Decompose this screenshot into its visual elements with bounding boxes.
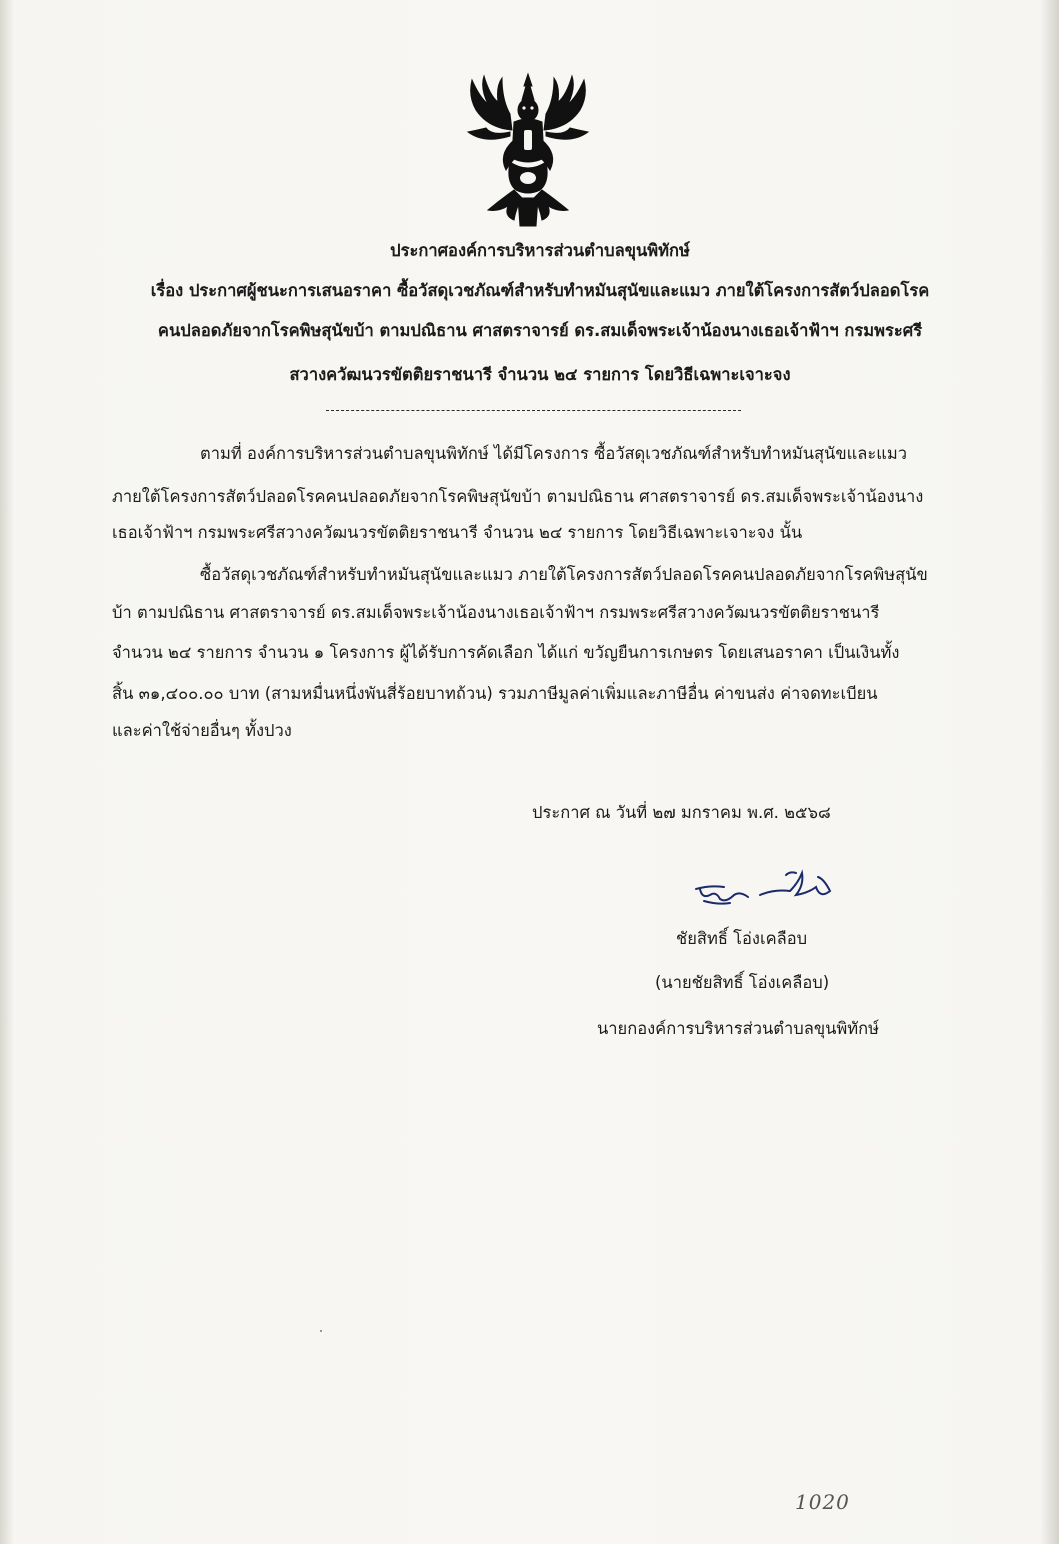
handwritten-signature — [690, 865, 840, 915]
dashed-divider — [326, 410, 741, 411]
signer-name: ชัยสิทธิ์ โอ่งเคลือบ — [676, 929, 808, 948]
signer-position: นายกองค์การบริหารส่วนตำบลขุนพิทักษ์ — [597, 1019, 880, 1038]
handwritten-page-number: 1020 — [795, 1490, 850, 1514]
signer-full-name: (นายชัยสิทธิ์ โอ่งเคลือบ) — [655, 973, 830, 992]
subject-line-3: สวางควัฒนวรขัตติยราชนารี จำนวน ๒๔ รายการ โดยวิธีเฉพาะเจาะจง — [289, 365, 791, 384]
announcement-title: ประกาศองค์การบริหารส่วนตำบลขุนพิทักษ์ — [390, 241, 690, 260]
subject-line-1: เรื่อง ประกาศผู้ชนะการเสนอราคา ซื้อวัสดุเวชภัณฑ์สำหรับทำหมันสุนัขและแมว ภายใต้โครงการสัตว์ปลอดโรค — [150, 281, 930, 300]
subject-line-2: คนปลอดภัยจากโรคพิษสุนัขบ้า ตามปณิธาน ศาสตราจารย์ ดร.สมเด็จพระเจ้าน้องนางเธอเจ้าฟ้าฯ กรมพระศรี — [157, 321, 923, 340]
paragraph-2-line-2: บ้า ตามปณิธาน ศาสตราจารย์ ดร.สมเด็จพระเจ้าน้องนางเธอเจ้าฟ้าฯ กรมพระศรีสวางควัฒนวรขัตติยราชนารี — [112, 603, 880, 622]
announcement-date: ประกาศ ณ วันที่ ๒๗ มกราคม พ.ศ. ๒๕๖๘ — [532, 803, 831, 822]
paragraph-2-line-1: ซื้อวัสดุเวชภัณฑ์สำหรับทำหมันสุนัขและแมว ภายใต้โครงการสัตว์ปลอดโรคคนปลอดภัยจากโรคพิษสุนัข — [200, 565, 928, 584]
paragraph-2-line-3: จำนวน ๒๔ รายการ จำนวน ๑ โครงการ ผู้ได้รับการคัดเลือก ได้แก่ ขวัญยืนการเกษตร โดยเสนอราคา เป็นเงินทั้ง — [112, 643, 900, 662]
paragraph-1-line-1: ตามที่ องค์การบริหารส่วนตำบลขุนพิทักษ์ ได้มีโครงการ ซื้อวัสดุเวชภัณฑ์สำหรับทำหมันสุนัขและแมว — [200, 444, 907, 463]
paper-speck — [320, 1330, 322, 1332]
garuda-emblem-icon — [458, 70, 598, 230]
paragraph-2-line-4: สิ้น ๓๑,๔๐๐.๐๐ บาท (สามหมื่นหนึ่งพันสี่ร้อยบาทถ้วน) รวมภาษีมูลค่าเพิ่มและภาษีอื่น ค่าขนส่ง ค่าจดทะเบียน — [112, 684, 878, 703]
paragraph-1-line-3: เธอเจ้าฟ้าฯ กรมพระศรีสวางควัฒนวรขัตติยราชนารี จำนวน ๒๔ รายการ โดยวิธีเฉพาะเจาะจง นั้น — [112, 523, 803, 542]
paragraph-2-line-5: และค่าใช้จ่ายอื่นๆ ทั้งปวง — [112, 721, 292, 740]
paragraph-1-line-2: ภายใต้โครงการสัตว์ปลอดโรคคนปลอดภัยจากโรคพิษสุนัขบ้า ตามปณิธาน ศาสตราจารย์ ดร.สมเด็จพระเจ้าน้องนาง — [112, 487, 924, 506]
